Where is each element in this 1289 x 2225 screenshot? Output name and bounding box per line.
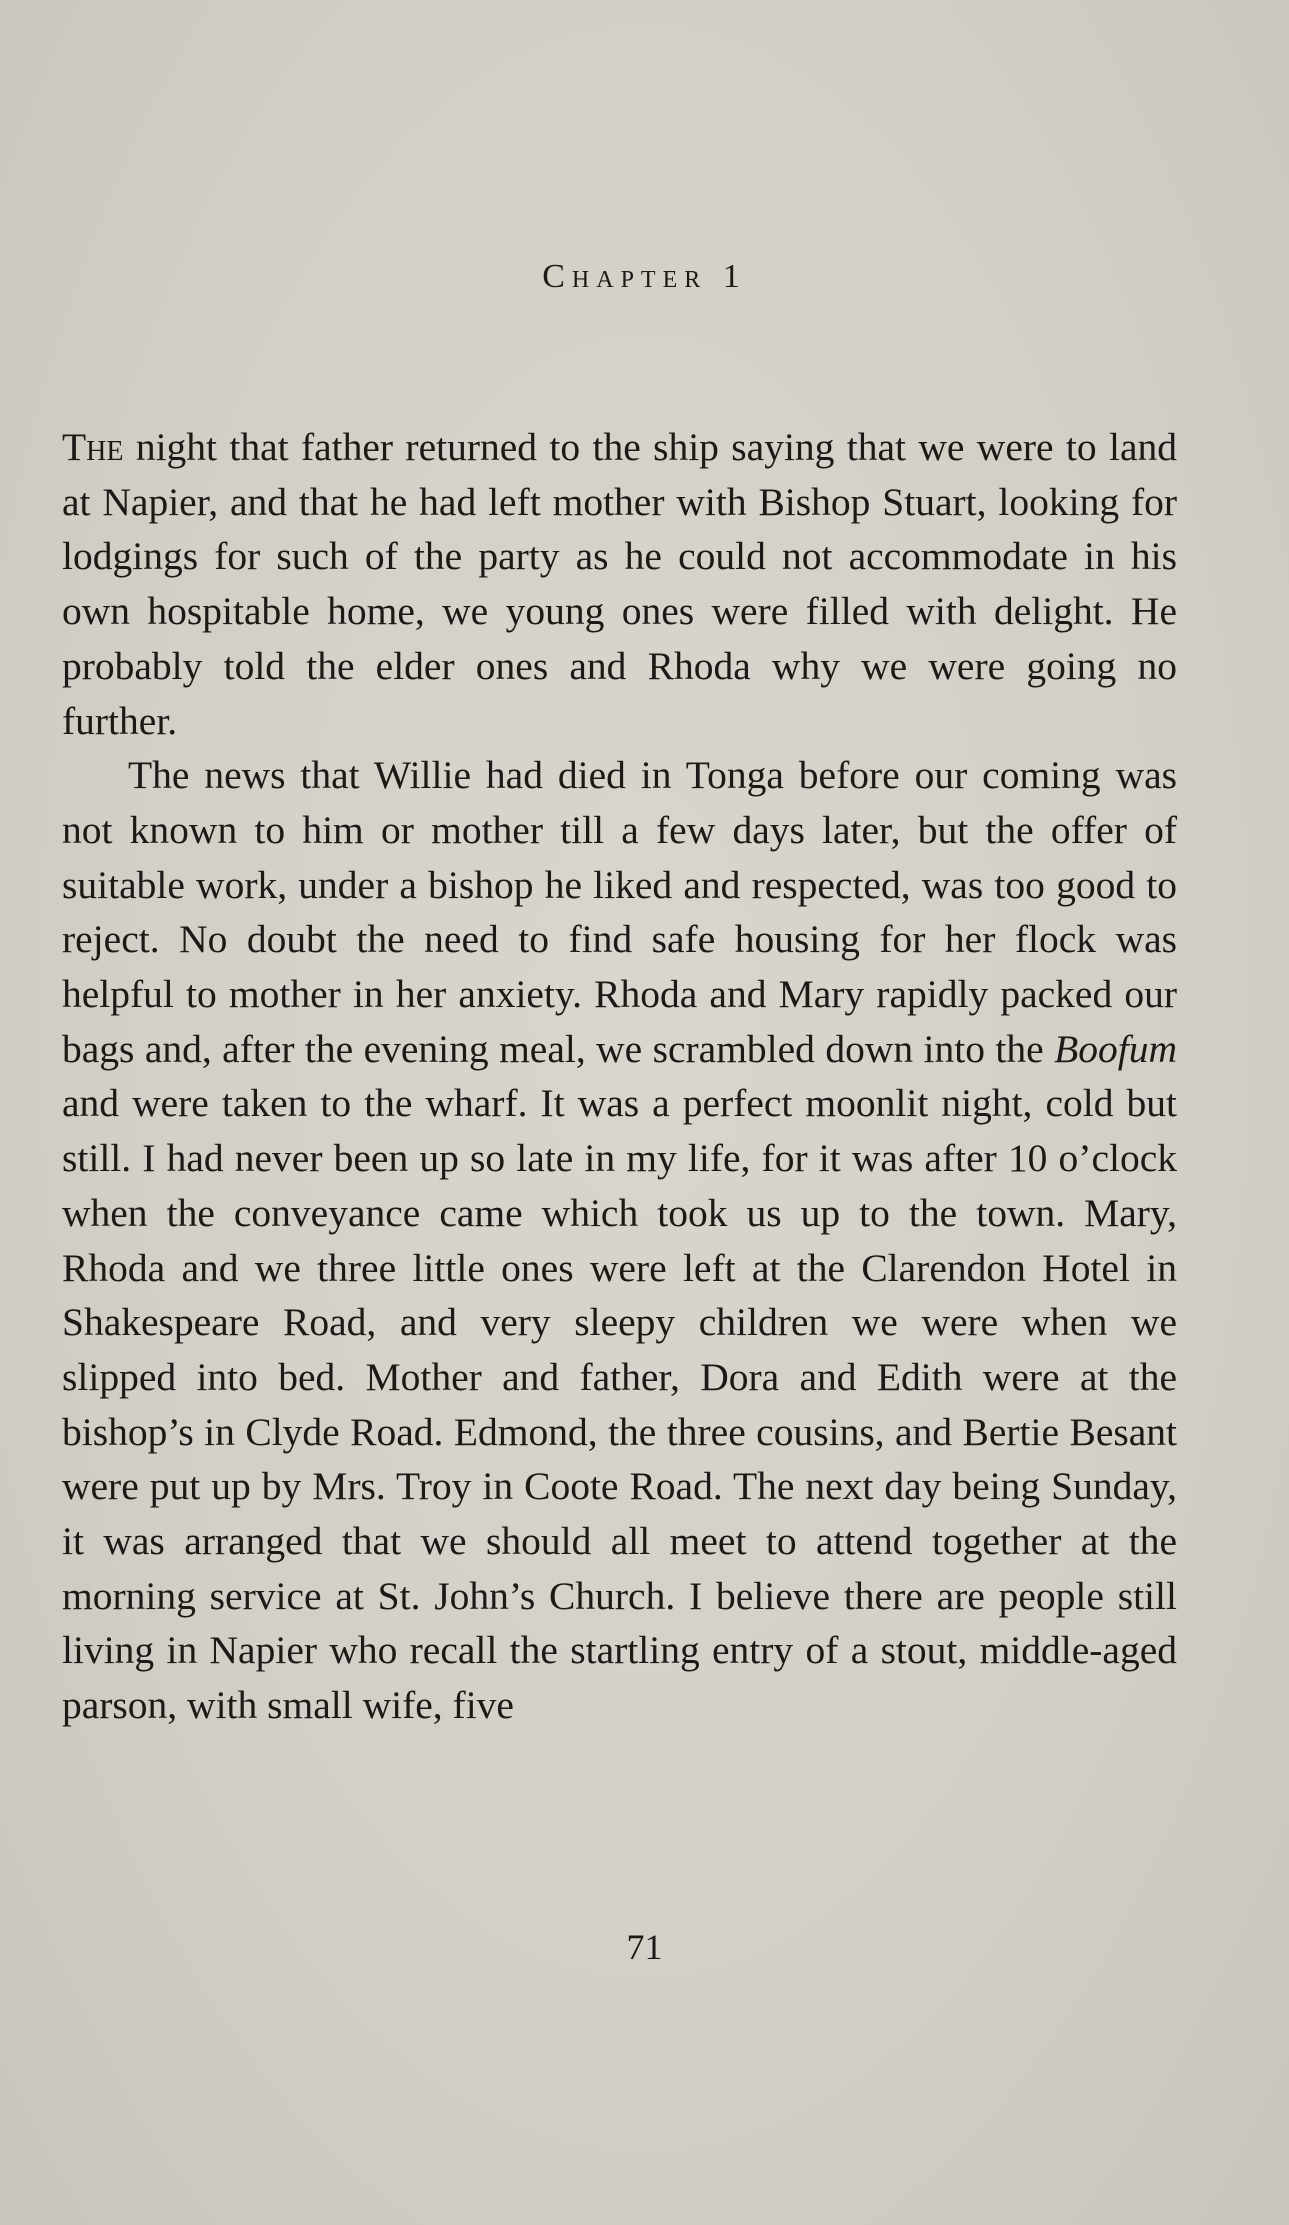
paragraph [62, 420, 1177, 748]
boat-name: Boofum [1054, 1026, 1177, 1071]
page-number: 71 [626, 1927, 663, 1967]
chapter-heading: Chapter 1 [542, 258, 747, 295]
body-text [62, 420, 1177, 1733]
paragraph-text: and were taken to the wharf. It was a perfect moonlit night, cold but still. I had never been up so late in my life, for it was after 10 o’clock when the conveyance came which took us up to the town. Mary, Rhoda and we three little ones were left at the Clarendon Hotel in Shakespeare Road, and very sleepy children we were when we slipped into bed. Mother and father, Dora and Edith were at the bishop’s in Clyde Road. Edmond, the three cousins, and Bertie Besant were put up by Mrs. Troy in Coote Road. The next day being Sunday, it was arranged that we should all meet to attend together at the morning service at St. John’s Church. I believe there are people still living in Napier who recall the startling entry of a stout, middle-aged parson, with small wife, five [62, 1081, 1177, 1728]
lead-word: The [62, 425, 124, 469]
paragraph-text: night that father returned to the ship saying that we were to land at Napier, and that he had left mother with Bishop Stuart, looking for lodgings for such of the party as he could not accommodate in his own hospitable home, we young ones were filled with delight. He probably told the elder ones and Rhoda why we were going no further. [62, 425, 1177, 743]
paragraph [62, 748, 1177, 1733]
paragraph-text: The news that Willie had died in Tonga before our coming was not known to him or mother till a few days later, but the offer of suitable work, under a bishop he liked and respected, was too good to reject. No doubt the need to find safe housing for her flock was helpful to mother in her anxiety. Rhoda and Mary rapidly packed our bags and, after the evening meal, we scrambled down into the [62, 753, 1177, 1071]
